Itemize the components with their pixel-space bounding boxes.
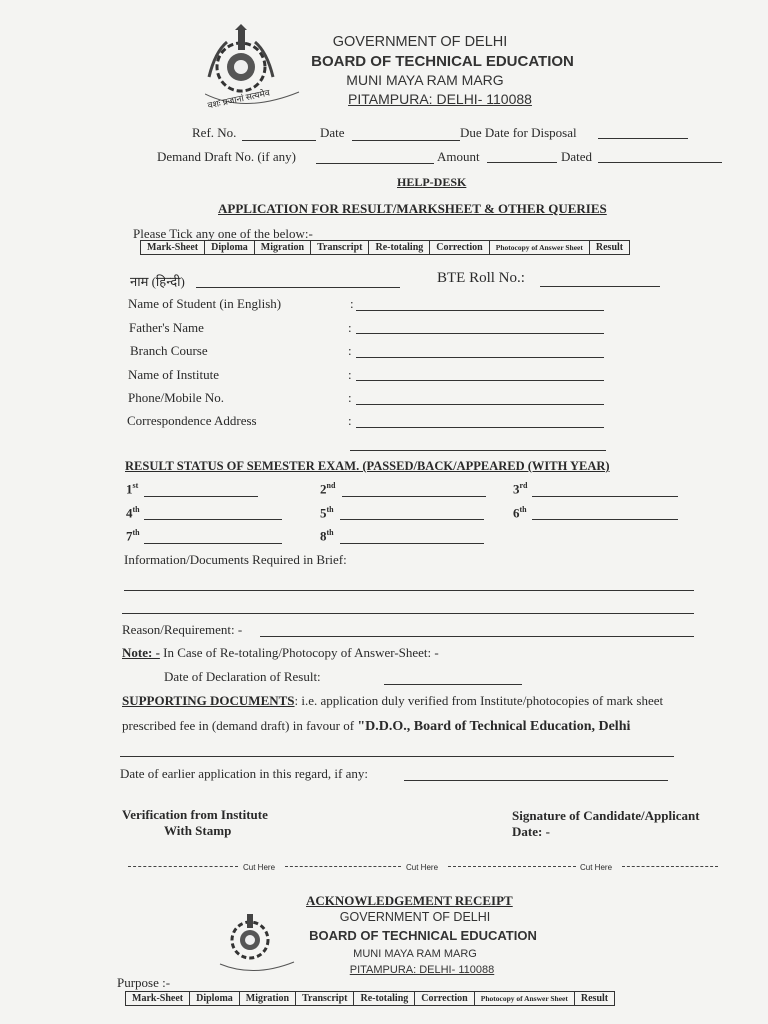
earlier-app-field[interactable] — [404, 780, 668, 781]
semester-8-field[interactable] — [340, 543, 484, 544]
ack-option-diploma[interactable]: Diploma — [190, 992, 240, 1006]
supporting-docs-field[interactable] — [120, 756, 674, 757]
header-line4: PITAMPURA: DELHI- 110088 — [348, 91, 532, 107]
option-re-totaling[interactable]: Re-totaling — [369, 241, 430, 255]
verification-label: Verification from Institute — [122, 807, 268, 822]
ack-option-photocopy[interactable]: Photocopy of Answer Sheet — [474, 992, 574, 1006]
address-label: Correspondence Address — [127, 413, 257, 428]
option-diploma[interactable]: Diploma — [205, 241, 255, 255]
semester-3-label: 3rd — [513, 481, 528, 497]
name-hindi-field[interactable] — [196, 287, 400, 288]
ack-option-transcript[interactable]: Transcript — [296, 992, 354, 1006]
amount-label: Amount — [437, 149, 480, 164]
address-field-2[interactable] — [350, 450, 606, 451]
semester-1-label: 1st — [126, 481, 139, 497]
ack-header-line4: PITAMPURA: DELHI- 110088 — [349, 964, 495, 976]
purpose-label: Purpose :- — [117, 975, 171, 990]
name-english-field[interactable] — [356, 310, 604, 311]
cut-here-3: Cut Here — [580, 863, 613, 872]
fee-line — [122, 718, 630, 735]
ack-header-line3: MUNI MAYA RAM MARG — [353, 948, 477, 960]
tick-label: Please Tick any one of the below:- — [133, 226, 313, 241]
info-docs-field-1[interactable] — [124, 590, 694, 591]
header-line3: MUNI MAYA RAM MARG — [346, 72, 504, 88]
help-desk-title: HELP-DESK — [397, 175, 467, 189]
phone-field[interactable] — [356, 404, 604, 405]
colon: : — [348, 390, 352, 405]
dd-no-label: Demand Draft No. (if any) — [157, 149, 296, 164]
option-result[interactable]: Result — [589, 241, 629, 255]
bte-roll-label: BTE Roll No.: — [437, 270, 525, 286]
semester-6-label: 6th — [513, 505, 527, 521]
header-line2: BOARD OF TECHNICAL EDUCATION — [311, 53, 574, 70]
colon: : — [348, 367, 352, 382]
info-docs-field-2[interactable] — [122, 613, 694, 614]
semester-2-label: 2nd — [320, 481, 336, 497]
due-date-label: Due Date for Disposal — [460, 125, 577, 140]
form-title: APPLICATION FOR RESULT/MARKSHEET & OTHER QUERIES — [218, 201, 607, 216]
fee-payee: "D.D.O., Board of Technical Education, Delhi — [357, 719, 631, 734]
colon: : — [348, 413, 352, 428]
declaration-label: Date of Declaration of Result: — [164, 669, 321, 684]
ack-query-type-options — [125, 991, 615, 1006]
result-status-title: RESULT STATUS OF SEMESTER EXAM. (PASSED/BACK/APPEARED (WITH YEAR) — [125, 459, 610, 473]
supporting-docs-line — [122, 693, 663, 709]
father-label: Father's Name — [129, 320, 204, 335]
ref-no-label: Ref. No. — [192, 125, 237, 140]
branch-label: Branch Course — [130, 343, 208, 358]
option-photocopy[interactable]: Photocopy of Answer Sheet — [489, 241, 589, 255]
ack-option-migration[interactable]: Migration — [239, 992, 295, 1006]
semester-4-label: 4th — [126, 505, 140, 521]
colon: : — [350, 296, 354, 311]
stamp-label: With Stamp — [164, 823, 232, 838]
bte-emblem-small-icon — [218, 912, 298, 976]
header-line1: GOVERNMENT OF DELHI — [332, 34, 508, 50]
option-transcript[interactable]: Transcript — [311, 241, 369, 255]
semester-1-field[interactable] — [144, 496, 258, 497]
branch-field[interactable] — [356, 357, 604, 358]
institute-label: Name of Institute — [128, 367, 219, 382]
semester-8-label: 8th — [320, 528, 334, 544]
signature-date-label: Date: - — [512, 824, 550, 839]
ack-option-correction[interactable]: Correction — [415, 992, 474, 1006]
logo-caption: वशः प्रजानां सत्यमेव — [206, 87, 271, 111]
ack-option-mark-sheet[interactable]: Mark-Sheet — [126, 992, 190, 1006]
semester-7-field[interactable] — [144, 543, 282, 544]
semester-6-field[interactable] — [532, 519, 678, 520]
semester-7-label: 7th — [126, 528, 140, 544]
date-label: Date — [320, 125, 345, 140]
semester-2-field[interactable] — [342, 496, 486, 497]
semester-4-field[interactable] — [144, 519, 282, 520]
dated-label: Dated — [561, 149, 593, 164]
institute-field[interactable] — [356, 380, 604, 381]
colon: : — [348, 343, 352, 358]
option-correction[interactable]: Correction — [430, 241, 489, 255]
ack-option-re-totaling[interactable]: Re-totaling — [354, 992, 415, 1006]
semester-5-field[interactable] — [340, 519, 484, 520]
query-type-options — [140, 240, 630, 255]
option-migration[interactable]: Migration — [254, 241, 310, 255]
phone-label: Phone/Mobile No. — [128, 390, 225, 405]
cut-here-1: Cut Here — [243, 863, 276, 872]
declaration-field[interactable] — [384, 684, 522, 685]
supporting-docs-label: SUPPORTING DOCUMENTS — [122, 693, 295, 708]
bte-roll-field[interactable] — [540, 286, 660, 287]
earlier-app-label: Date of earlier application in this regard, if any: — [120, 766, 368, 781]
fee-text: prescribed fee in (demand draft) in favour of — [122, 718, 358, 733]
name-english-label: Name of Student (in English) — [128, 296, 282, 311]
colon: : — [348, 320, 352, 335]
semester-5-label: 5th — [320, 505, 334, 521]
signature-label: Signature of Candidate/Applicant — [512, 808, 700, 823]
ack-header-line1: GOVERNMENT OF DELHI — [339, 910, 491, 924]
note-text: In Case of Re-totaling/Photocopy of Answer-Sheet: - — [159, 645, 439, 660]
semester-3-field[interactable] — [532, 496, 678, 497]
father-field[interactable] — [356, 333, 604, 334]
ack-header-line2: BOARD OF TECHNICAL EDUCATION — [309, 928, 537, 943]
option-mark-sheet[interactable]: Mark-Sheet — [141, 241, 205, 255]
reason-label: Reason/Requirement: - — [122, 622, 243, 637]
ack-title: ACKNOWLEDGEMENT RECEIPT — [306, 893, 513, 908]
reason-field[interactable] — [260, 636, 694, 637]
note-label: Note: - — [122, 645, 160, 660]
supporting-docs-text: : i.e. application duly verified from Institute/photocopies of mark sheet — [294, 693, 664, 708]
name-hindi-label: नाम (हिन्दी) — [130, 274, 185, 289]
info-docs-label: Information/Documents Required in Brief: — [124, 552, 347, 567]
cut-here-2: Cut Here — [406, 863, 439, 872]
address-field-1[interactable] — [356, 427, 604, 428]
note-line — [122, 645, 439, 661]
ack-option-result[interactable]: Result — [574, 992, 614, 1006]
